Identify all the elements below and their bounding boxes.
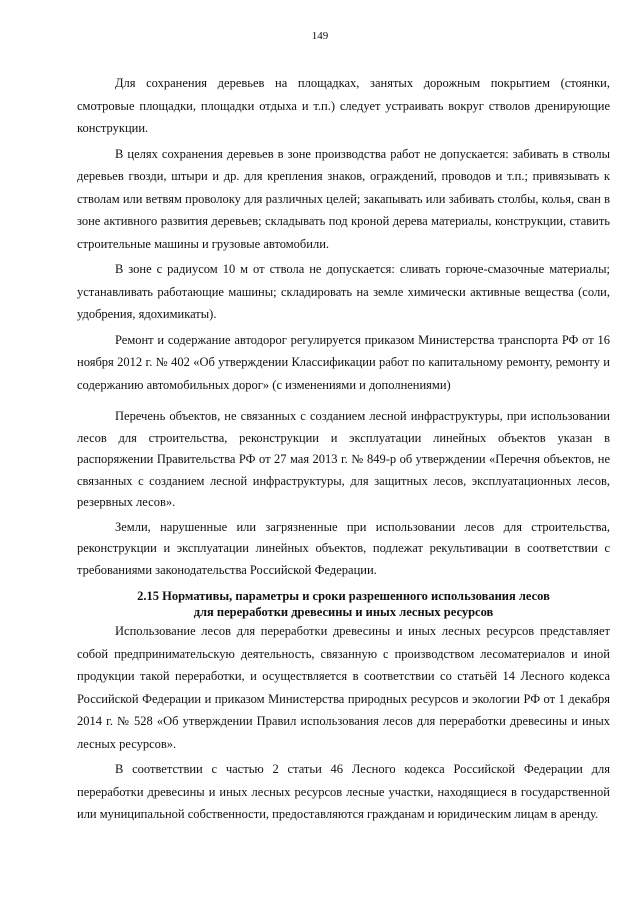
paragraph-radius-prohibitions: В зоне с радиусом 10 м от ствола не допускается: сливать горюче-смазочные материалы; устанавливать работающие машины; складировать на земле химически активные вещества (соли, удобрения, ядохимикаты).: [77, 262, 610, 321]
paragraph-wood-processing-use: Использование лесов для переработки древесины и иных лесных ресурсов представляет собой предпринимательскую деятельность, связанную с производством лесоматериалов и иной продукции такой переработки, и осуществляется в соответствии со статьёй 14 Лесного кодекса Российской Федерации и приказом Министерства природных ресурсов и экологии РФ от 1 декабря 2014 г. № 528 «Об утверждении Правил использования лесов для переработки древесины и иных лесных ресурсов».: [77, 624, 610, 751]
paragraph-land-recultivation: Земли, нарушенные или загрязненные при использовании лесов для строительства, реконструкции и эксплуатации линейных объектов, подлежат рекультивации в соответствии с требованиями законодательства Российской Федерации.: [77, 519, 610, 577]
page-body: [77, 72, 610, 826]
paragraph-tree-protection-paving: Для сохранения деревьев на площадках, занятых дорожным покрытием (стоянки, смотровые площадки, площадки отдыха и т.п.) следует устраивать вокруг стволов дренирующие конструкции.: [77, 76, 610, 135]
section-heading-line-2: для переработки древесины и иных лесных ресурсов: [193, 604, 494, 619]
section-heading: [77, 589, 610, 620]
paragraph-land-lease: В соответствии с частью 2 статьи 46 Лесного кодекса Российской Федерации для переработки древесины и иных лесных ресурсов лесные участки, находящиеся в государственной или муниципальной собственности, предоставляются гражданам и юридическим лицам в аренду.: [77, 762, 610, 821]
section-heading-line-1: 2.15 Нормативы, параметры и сроки разрешенного использования лесов: [137, 589, 550, 603]
paragraph-linear-objects-list: Перечень объектов, не связанных с созданием лесной инфраструктуры, при использовании лесов для строительства, реконструкции и эксплуатации линейных объектов указан в распоряжении Правительства РФ от 27 мая 2013 г. № 849-р об утверждении «Перечня объектов, не связанных с созданием лесной инфраструктуры, для защитных лесов, эксплуатационных лесов, резервных лесов».: [77, 409, 610, 509]
paragraph-work-zone-prohibitions: В целях сохранения деревьев в зоне производства работ не допускается: забивать в стволы деревьев гвозди, штыри и др. для крепления знаков, ограждений, проводов и т.п.; привязывать к стволам или ветвям проволоку для различных целей; закапывать или забивать столбы, колья, сван в зоне активного развития деревьев; складывать под кроной дерева материалы, конструкции, ставить строительные машины и грузовые автомобили.: [77, 146, 610, 251]
paragraph-road-maintenance-order: Ремонт и содержание автодорог регулируется приказом Министерства транспорта РФ от 16 ноября 2012 г. № 402 «Об утверждении Классификации работ по капитальному ремонту, ремонту и содержанию автомобильных дорог» (с изменениями и дополнениями): [77, 332, 610, 392]
page-number: 149: [311, 30, 329, 42]
